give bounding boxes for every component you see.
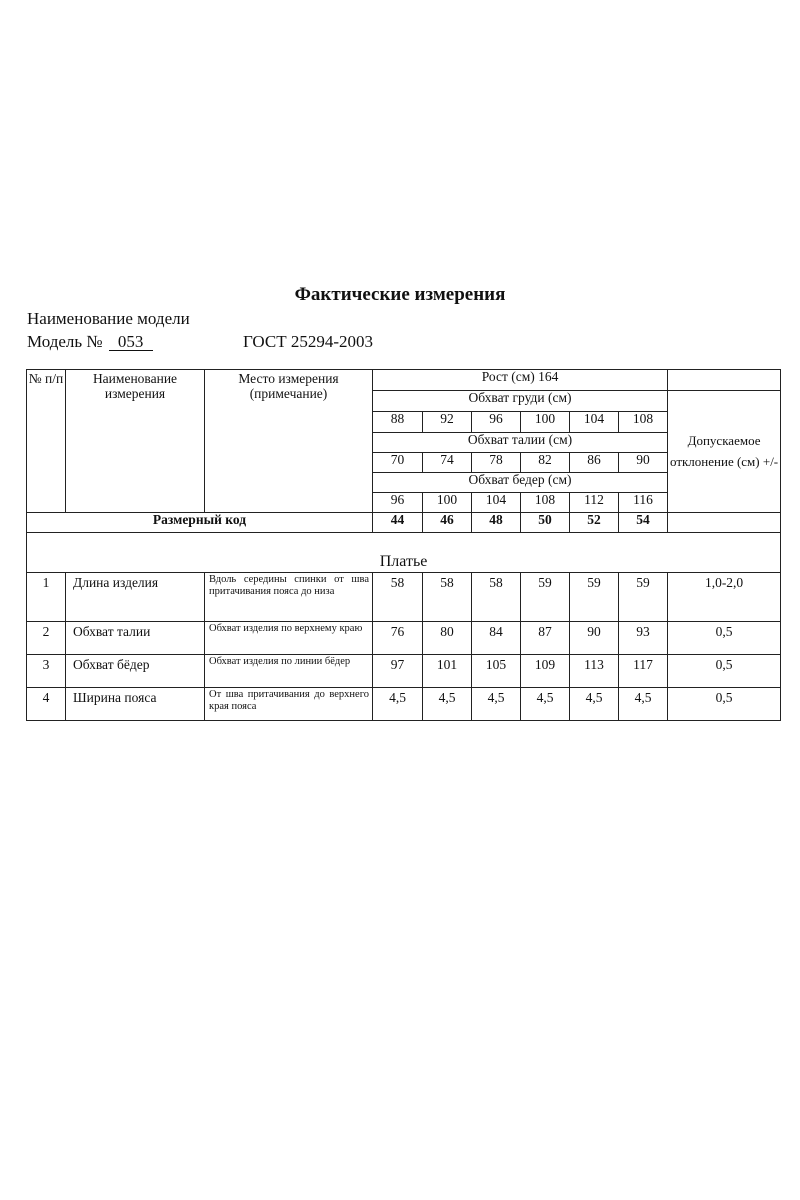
hip-value: 108 — [521, 493, 570, 513]
size-code-blank — [668, 513, 781, 533]
size-code: 44 — [373, 513, 423, 533]
row-value: 59 — [521, 573, 570, 622]
table-row — [27, 573, 781, 622]
row-tolerance: 0,5 — [668, 655, 781, 688]
row-num: 2 — [27, 622, 66, 655]
chest-value: 92 — [423, 412, 472, 433]
row-value: 58 — [423, 573, 472, 622]
row-place: Вдоль середины спинки от шва притачивания пояса до низа — [205, 573, 373, 622]
header-height: Рост (см) 164 — [373, 370, 668, 391]
row-value: 4,5 — [373, 688, 423, 721]
row-value: 4,5 — [521, 688, 570, 721]
header-tolerance: Допускаемое отклонение (см) +/- — [668, 391, 781, 513]
hip-value: 104 — [472, 493, 521, 513]
row-value: 84 — [472, 622, 521, 655]
size-code: 54 — [619, 513, 668, 533]
model-number-label: Модель № — [27, 332, 103, 351]
model-number: 053 — [109, 334, 153, 351]
row-place: Обхват изделия по линии бёдер — [205, 655, 373, 688]
size-code: 50 — [521, 513, 570, 533]
size-code: 48 — [472, 513, 521, 533]
table-row — [27, 688, 781, 721]
waist-value: 78 — [472, 453, 521, 473]
header-name: Наименование измерения — [66, 370, 205, 513]
header-blank — [668, 370, 781, 391]
row-name: Ширина пояса — [66, 688, 205, 721]
row-value: 59 — [619, 573, 668, 622]
row-num: 1 — [27, 573, 66, 622]
section-title: Платье — [27, 533, 781, 573]
size-code: 52 — [570, 513, 619, 533]
waist-value: 86 — [570, 453, 619, 473]
hip-value: 100 — [423, 493, 472, 513]
row-name: Обхват талии — [66, 622, 205, 655]
waist-value: 82 — [521, 453, 570, 473]
row-value: 109 — [521, 655, 570, 688]
table-row — [27, 622, 781, 655]
measurements-table — [26, 369, 781, 721]
hip-value: 112 — [570, 493, 619, 513]
row-name: Обхват бёдер — [66, 655, 205, 688]
chest-value: 88 — [373, 412, 423, 433]
header-waist: Обхват талии (см) — [373, 433, 668, 453]
hip-value: 96 — [373, 493, 423, 513]
row-value: 105 — [472, 655, 521, 688]
row-value: 113 — [570, 655, 619, 688]
row-tolerance: 0,5 — [668, 622, 781, 655]
waist-value: 90 — [619, 453, 668, 473]
row-value: 97 — [373, 655, 423, 688]
header-chest: Обхват груди (см) — [373, 391, 668, 412]
row-value: 90 — [570, 622, 619, 655]
row-num: 3 — [27, 655, 66, 688]
row-place: От шва притачивания до верхнего края пояса — [205, 688, 373, 721]
row-tolerance: 1,0-2,0 — [668, 573, 781, 622]
row-tolerance: 0,5 — [668, 688, 781, 721]
chest-value: 96 — [472, 412, 521, 433]
row-value: 4,5 — [570, 688, 619, 721]
chest-value: 108 — [619, 412, 668, 433]
table-row — [27, 655, 781, 688]
row-value: 58 — [373, 573, 423, 622]
size-code-row — [27, 513, 781, 533]
row-value: 76 — [373, 622, 423, 655]
header-hips: Обхват бедер (см) — [373, 473, 668, 493]
header-place: Место измерения (примечание) — [205, 370, 373, 513]
row-value: 4,5 — [423, 688, 472, 721]
row-num: 4 — [27, 688, 66, 721]
row-value: 80 — [423, 622, 472, 655]
waist-value: 70 — [373, 453, 423, 473]
size-code-label: Размерный код — [27, 513, 373, 533]
gost-standard: ГОСТ 25294-2003 — [243, 332, 374, 351]
chest-value: 100 — [521, 412, 570, 433]
chest-value: 104 — [570, 412, 619, 433]
row-value: 59 — [570, 573, 619, 622]
row-value: 4,5 — [619, 688, 668, 721]
waist-value: 74 — [423, 453, 472, 473]
row-value: 101 — [423, 655, 472, 688]
row-value: 93 — [619, 622, 668, 655]
size-code: 46 — [423, 513, 472, 533]
row-name: Длина изделия — [66, 573, 205, 622]
row-value: 117 — [619, 655, 668, 688]
page-title: Фактические измерения — [294, 284, 506, 305]
row-value: 4,5 — [472, 688, 521, 721]
model-name-label: Наименование модели — [27, 309, 190, 328]
hip-value: 116 — [619, 493, 668, 513]
header-num: № п/п — [27, 370, 66, 513]
row-place: Обхват изделия по верхнему краю — [205, 622, 373, 655]
row-value: 58 — [472, 573, 521, 622]
model-number-line — [27, 332, 374, 352]
row-value: 87 — [521, 622, 570, 655]
